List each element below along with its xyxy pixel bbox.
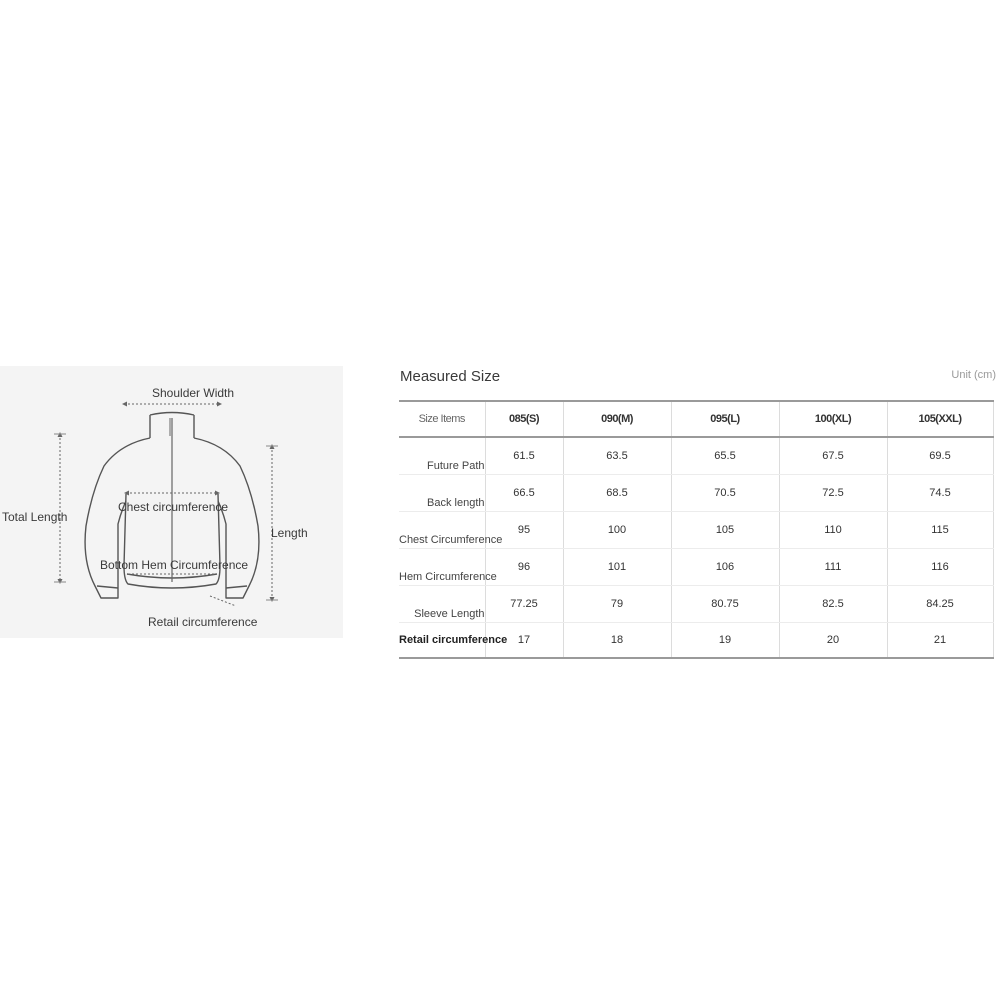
row-label: Retail circumference bbox=[399, 623, 485, 659]
row-label: Back length bbox=[399, 475, 485, 512]
cell: 63.5 bbox=[563, 437, 671, 475]
cell: 72.5 bbox=[779, 475, 887, 512]
row-label: Future Path bbox=[399, 437, 485, 475]
total-length-label: Total Length bbox=[2, 510, 68, 524]
retail-circumference-label: Retail circumference bbox=[148, 615, 258, 629]
shoulder-width-label: Shoulder Width bbox=[152, 386, 235, 400]
cell: 100 bbox=[563, 512, 671, 549]
table-row bbox=[399, 623, 993, 659]
table-header-row bbox=[399, 401, 993, 437]
cell: 82.5 bbox=[779, 586, 887, 623]
cell: 96 bbox=[485, 549, 563, 586]
cell: 101 bbox=[563, 549, 671, 586]
cell: 77.25 bbox=[485, 586, 563, 623]
size-header: 085(S) bbox=[485, 401, 563, 437]
cell: 74.5 bbox=[887, 475, 993, 512]
cell: 84.25 bbox=[887, 586, 993, 623]
cell: 61.5 bbox=[485, 437, 563, 475]
size-header: 100(XL) bbox=[779, 401, 887, 437]
corner-label: Size Items bbox=[399, 401, 485, 437]
cell: 106 bbox=[671, 549, 779, 586]
table-row bbox=[399, 512, 993, 549]
cell: 17 bbox=[485, 623, 563, 659]
cell: 110 bbox=[779, 512, 887, 549]
table-row bbox=[399, 549, 993, 586]
table-row bbox=[399, 586, 993, 623]
cell: 79 bbox=[563, 586, 671, 623]
cell: 18 bbox=[563, 623, 671, 659]
size-header: 090(M) bbox=[563, 401, 671, 437]
size-header: 095(L) bbox=[671, 401, 779, 437]
cell: 19 bbox=[671, 623, 779, 659]
cell: 68.5 bbox=[563, 475, 671, 512]
chest-circumference-label: Chest circumference bbox=[118, 500, 229, 514]
cell: 70.5 bbox=[671, 475, 779, 512]
cell: 105 bbox=[671, 512, 779, 549]
cell: 115 bbox=[887, 512, 993, 549]
cell: 20 bbox=[779, 623, 887, 659]
table-title: Measured Size bbox=[400, 368, 501, 385]
jacket-diagram bbox=[0, 366, 343, 638]
cell: 67.5 bbox=[779, 437, 887, 475]
unit-note: Unit (cm) bbox=[951, 369, 996, 381]
bottom-hem-label: Bottom Hem Circumference bbox=[100, 558, 249, 572]
cell: 95 bbox=[485, 512, 563, 549]
table-row bbox=[399, 437, 993, 475]
size-header: 105(XXL) bbox=[887, 401, 993, 437]
cell: 21 bbox=[887, 623, 993, 659]
row-label: Chest Circumference bbox=[399, 512, 485, 549]
table-row bbox=[399, 475, 993, 512]
size-table bbox=[399, 400, 994, 659]
row-label: Hem Circumference bbox=[399, 549, 485, 586]
length-label: Length bbox=[271, 526, 308, 540]
cell: 111 bbox=[779, 549, 887, 586]
row-label: Sleeve Length bbox=[399, 586, 485, 623]
cell: 116 bbox=[887, 549, 993, 586]
cell: 69.5 bbox=[887, 437, 993, 475]
cell: 66.5 bbox=[485, 475, 563, 512]
cell: 65.5 bbox=[671, 437, 779, 475]
cell: 80.75 bbox=[671, 586, 779, 623]
